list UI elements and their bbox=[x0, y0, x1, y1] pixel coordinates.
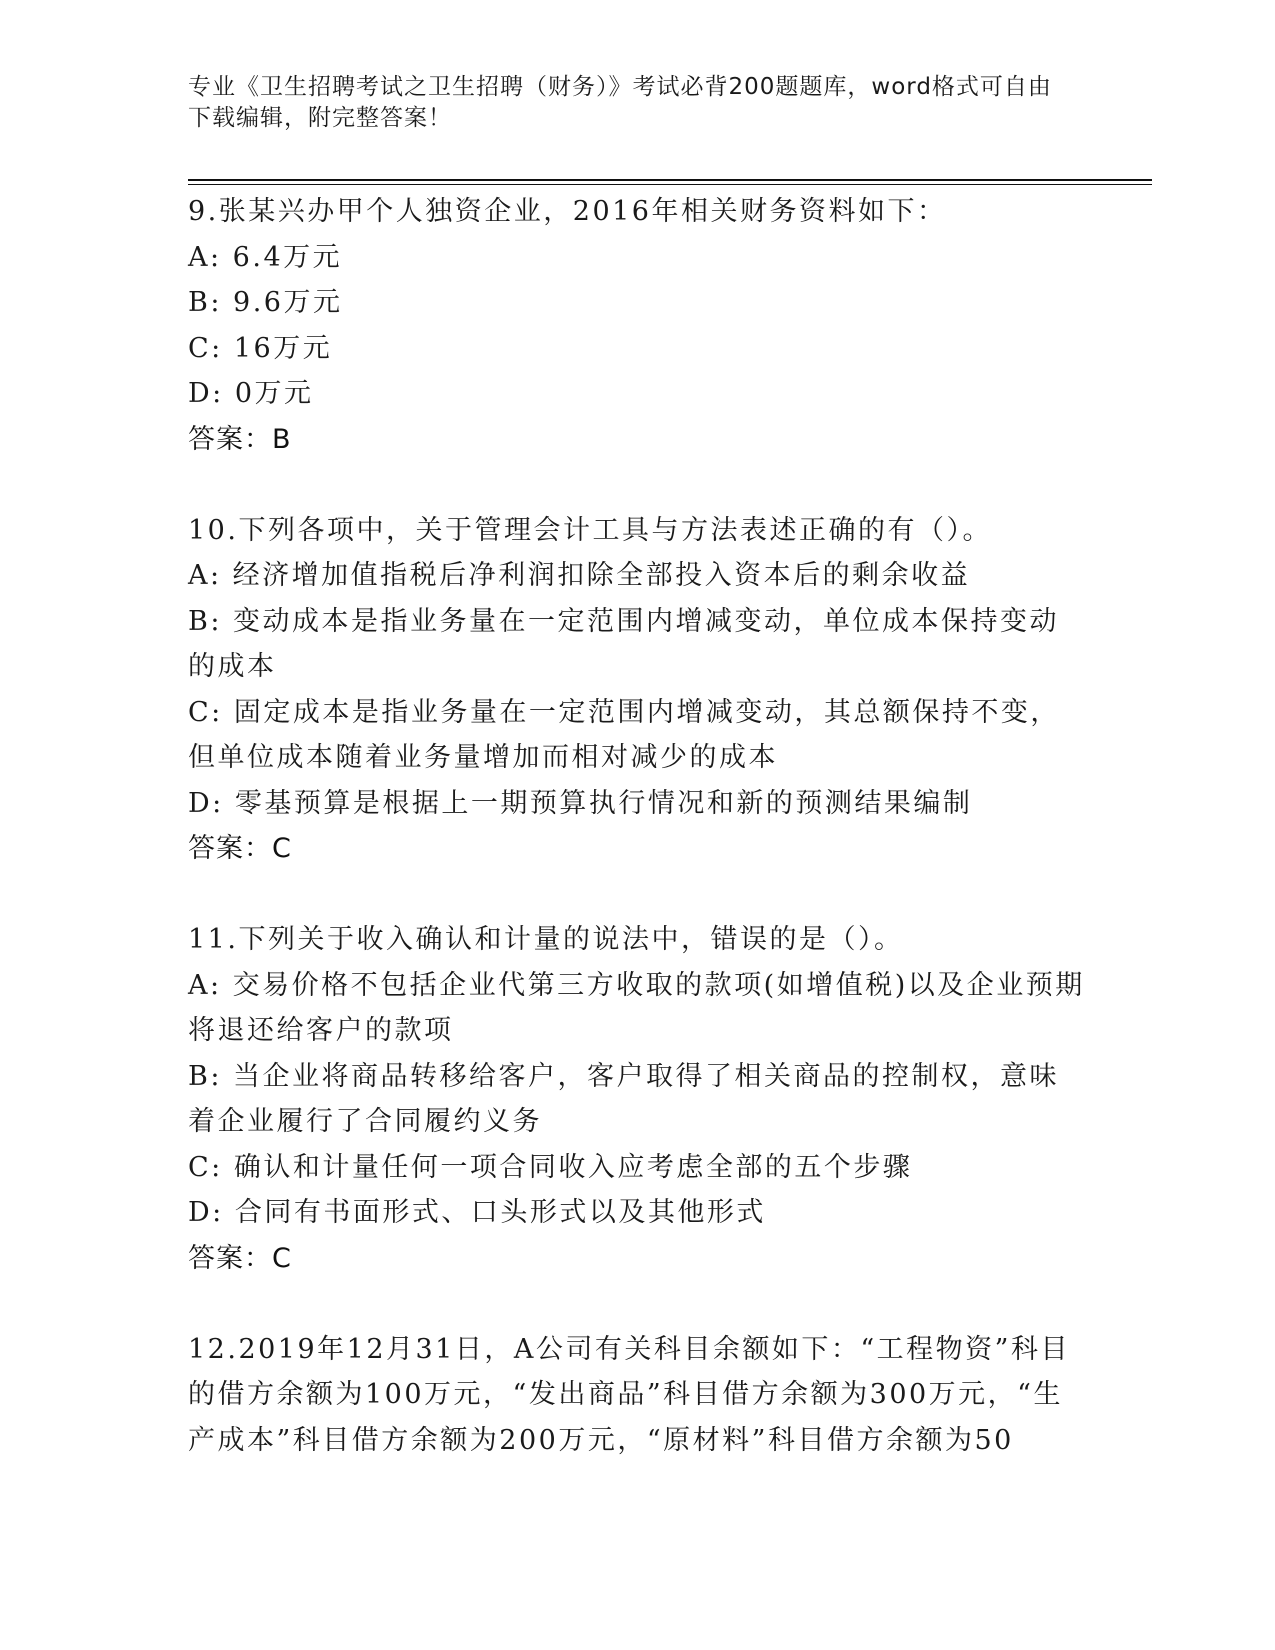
answer-label: 答案：C bbox=[188, 1242, 292, 1274]
answer-label: 答案：B bbox=[188, 423, 292, 455]
spacer bbox=[188, 872, 1088, 918]
option-c: C: 确认和计量任何一项合同收入应考虑全部的五个步骤 bbox=[188, 1151, 913, 1183]
question-10 bbox=[188, 508, 1088, 872]
option-a: A: 交易价格不包括企业代第三方收取的款项(如增值税)以及企业预期将退还给客户的款项 bbox=[188, 969, 1085, 1046]
option-b: B: 变动成本是指业务量在一定范围内增减变动，单位成本保持变动的成本 bbox=[188, 605, 1060, 682]
question-stem: 11.下列关于收入确认和计量的说法中，错误的是（）。 bbox=[188, 924, 904, 955]
spacer bbox=[188, 462, 1088, 508]
option-b: B: 当企业将商品转移给客户，客户取得了相关商品的控制权，意味着企业履行了合同履约义务 bbox=[188, 1060, 1060, 1137]
option-b: B: 9.6万元 bbox=[188, 287, 343, 318]
option-c: C: 16万元 bbox=[188, 332, 333, 364]
question-list bbox=[188, 189, 1088, 1463]
question-stem: 10.下列各项中，关于管理会计工具与方法表述正确的有（）。 bbox=[188, 514, 992, 546]
option-d: D: 0万元 bbox=[188, 378, 314, 409]
answer-label: 答案：C bbox=[188, 833, 292, 864]
question-11 bbox=[188, 917, 1088, 1281]
option-c: C: 固定成本是指业务量在一定范围内增减变动，其总额保持不变，但单位成本随着业务量增加而相对减少的成本 bbox=[188, 696, 1060, 773]
document-header: 专业《卫生招聘考试之卫生招聘（财务）》考试必背200题题库，word格式可自由下载编辑，附完整答案！ bbox=[188, 74, 1052, 131]
option-a: A: 经济增加值指税后净利润扣除全部投入资本后的剩余收益 bbox=[188, 560, 971, 591]
question-9 bbox=[188, 189, 1088, 462]
option-d: D: 合同有书面形式、口头形式以及其他形式 bbox=[188, 1197, 766, 1228]
question-12 bbox=[188, 1327, 1088, 1464]
option-a: A: 6.4万元 bbox=[188, 241, 343, 273]
option-d: D: 零基预算是根据上一期预算执行情况和新的预测结果编制 bbox=[188, 787, 973, 819]
header-divider-thin bbox=[188, 184, 1152, 185]
header-divider-thick bbox=[188, 179, 1152, 181]
spacer bbox=[188, 1281, 1088, 1327]
question-stem: 9.张某兴办甲个人独资企业，2016年相关财务资料如下： bbox=[188, 196, 947, 227]
question-stem: 12.2019年12月31日，A公司有关科目余额如下：“工程物资”科目的借方余额为100万元，“发出商品”科目借方余额为300万元，“生产成本”科目借方余额为200万元，“原材料”科目借方余额为50 bbox=[188, 1333, 1070, 1456]
